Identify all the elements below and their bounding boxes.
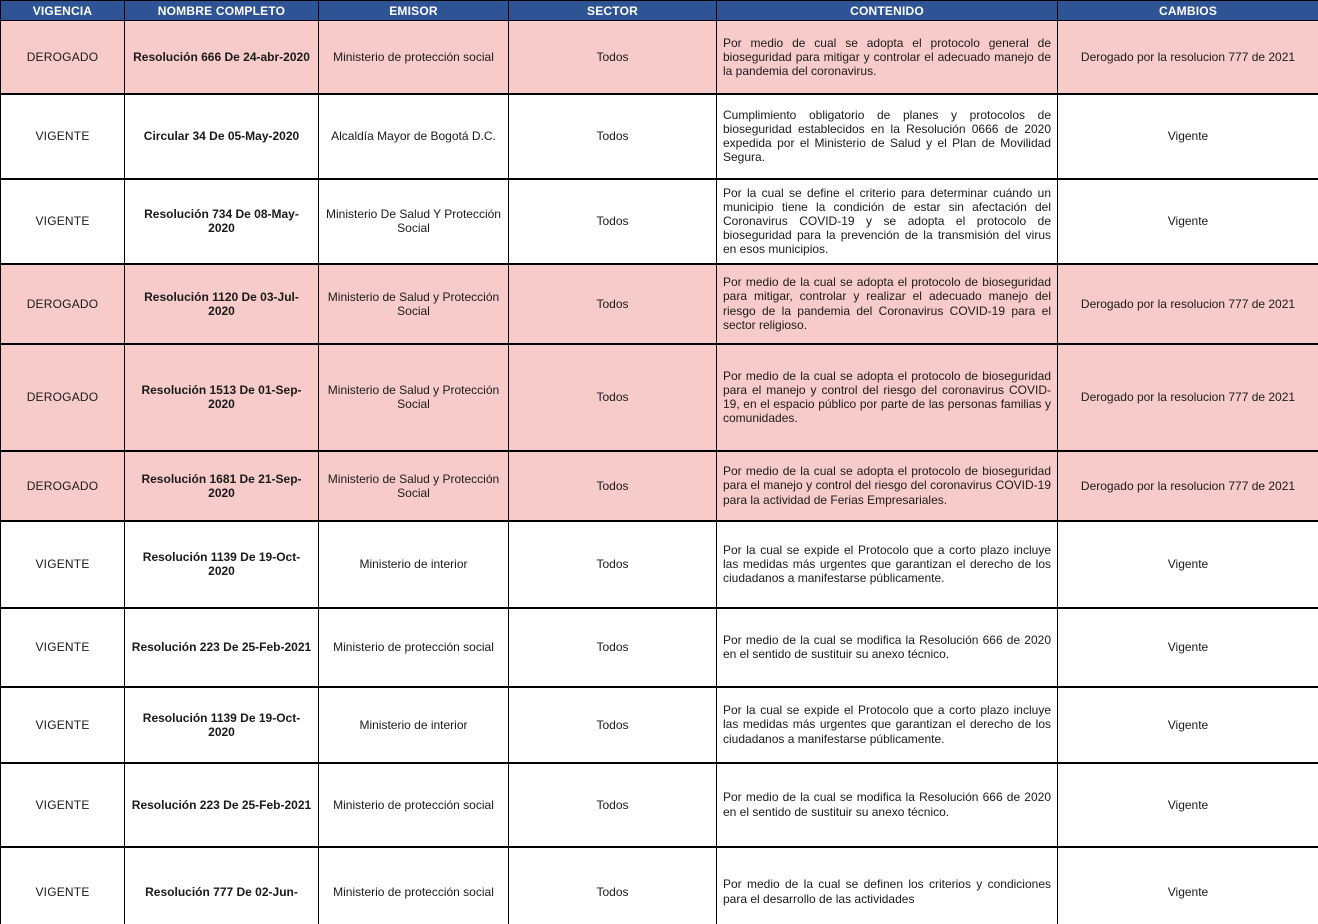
cell-emisor: Alcaldía Mayor de Bogotá D.C. bbox=[319, 94, 509, 179]
cell-vigencia: DEROGADO bbox=[1, 264, 125, 344]
cell-contenido: Por medio de cual se adopta el protocolo general de bioseguridad para mitigar y controlar el adecuado manejo de la pandemia del coronavirus. bbox=[717, 21, 1058, 94]
table-row bbox=[1, 21, 1318, 94]
table-row bbox=[1, 687, 1318, 763]
column-header-contenido: CONTENIDO bbox=[717, 1, 1058, 21]
cell-contenido: Por la cual se expide el Protocolo que a corto plazo incluye las medidas más urgentes que garantizan el derecho de los ciudadanos a manifestarse públicamente. bbox=[717, 687, 1058, 763]
cell-cambios: Vigente bbox=[1058, 763, 1318, 847]
cell-sector: Todos bbox=[509, 94, 717, 179]
cell-cambios: Derogado por la resolucion 777 de 2021 bbox=[1058, 264, 1318, 344]
cell-sector: Todos bbox=[509, 179, 717, 264]
cell-nombre-completo: Resolución 1139 De 19-Oct-2020 bbox=[125, 687, 319, 763]
cell-contenido: Por medio de la cual se adopta el protocolo de bioseguridad para el manejo y control del riesgo del coronavirus COVID-19, en el espacio público por parte de las personas familias y comunidades. bbox=[717, 344, 1058, 451]
cell-emisor: Ministerio de Salud y Protección Social bbox=[319, 451, 509, 521]
cell-nombre-completo: Circular 34 De 05-May-2020 bbox=[125, 94, 319, 179]
cell-emisor: Ministerio de protección social bbox=[319, 608, 509, 687]
cell-sector: Todos bbox=[509, 21, 717, 94]
cell-emisor: Ministerio de Salud y Protección Social bbox=[319, 344, 509, 451]
table-row bbox=[1, 94, 1318, 179]
cell-cambios: Derogado por la resolucion 777 de 2021 bbox=[1058, 344, 1318, 451]
cell-sector: Todos bbox=[509, 687, 717, 763]
cell-nombre-completo: Resolución 223 De 25-Feb-2021 bbox=[125, 763, 319, 847]
cell-sector: Todos bbox=[509, 451, 717, 521]
column-header-cambios: CAMBIOS bbox=[1058, 1, 1318, 21]
cell-vigencia: VIGENTE bbox=[1, 763, 125, 847]
table-row bbox=[1, 344, 1318, 451]
cell-emisor: Ministerio de interior bbox=[319, 521, 509, 608]
cell-vigencia: VIGENTE bbox=[1, 521, 125, 608]
cell-contenido: Cumplimiento obligatorio de planes y protocolos de bioseguridad establecidos en la Resolución 0666 de 2020 expedida por el Ministerio de Salud y el Plan de Movilidad Segura. bbox=[717, 94, 1058, 179]
table-row bbox=[1, 179, 1318, 264]
cell-sector: Todos bbox=[509, 847, 717, 924]
table-row bbox=[1, 763, 1318, 847]
cell-cambios: Vigente bbox=[1058, 687, 1318, 763]
cell-contenido: Por medio de la cual se modifica la Resolución 666 de 2020 en el sentido de sustituir su anexo técnico. bbox=[717, 608, 1058, 687]
table-row bbox=[1, 847, 1318, 924]
cell-nombre-completo: Resolución 1513 De 01-Sep-2020 bbox=[125, 344, 319, 451]
cell-sector: Todos bbox=[509, 608, 717, 687]
cell-nombre-completo: Resolución 1139 De 19-Oct-2020 bbox=[125, 521, 319, 608]
table-row bbox=[1, 264, 1318, 344]
table-header bbox=[1, 1, 1318, 21]
cell-contenido: Por la cual se expide el Protocolo que a corto plazo incluye las medidas más urgentes que garantizan el derecho de los ciudadanos a manifestarse públicamente. bbox=[717, 521, 1058, 608]
table-row bbox=[1, 608, 1318, 687]
cell-emisor: Ministerio de protección social bbox=[319, 847, 509, 924]
cell-cambios: Vigente bbox=[1058, 847, 1318, 924]
cell-cambios: Derogado por la resolucion 777 de 2021 bbox=[1058, 451, 1318, 521]
cell-sector: Todos bbox=[509, 264, 717, 344]
table-row bbox=[1, 451, 1318, 521]
table-body bbox=[1, 21, 1318, 924]
cell-vigencia: VIGENTE bbox=[1, 94, 125, 179]
cell-cambios: Vigente bbox=[1058, 521, 1318, 608]
cell-vigencia: VIGENTE bbox=[1, 179, 125, 264]
cell-contenido: Por medio de la cual se adopta el protocolo de bioseguridad para mitigar, controlar y realizar el adecuado manejo del riesgo de la pandemia del Coronavirus COVID-19 para el sector religioso. bbox=[717, 264, 1058, 344]
cell-vigencia: VIGENTE bbox=[1, 847, 125, 924]
table-row bbox=[1, 521, 1318, 608]
header-row bbox=[1, 1, 1318, 21]
cell-vigencia: DEROGADO bbox=[1, 344, 125, 451]
cell-cambios: Vigente bbox=[1058, 94, 1318, 179]
cell-emisor: Ministerio De Salud Y Protección Social bbox=[319, 179, 509, 264]
column-header-sector: SECTOR bbox=[509, 1, 717, 21]
cell-emisor: Ministerio de Salud y Protección Social bbox=[319, 264, 509, 344]
cell-sector: Todos bbox=[509, 344, 717, 451]
cell-contenido: Por medio de la cual se definen los criterios y condiciones para el desarrollo de las actividades bbox=[717, 847, 1058, 924]
cell-nombre-completo: Resolución 777 De 02-Jun- bbox=[125, 847, 319, 924]
cell-emisor: Ministerio de protección social bbox=[319, 763, 509, 847]
cell-nombre-completo: Resolución 1681 De 21-Sep-2020 bbox=[125, 451, 319, 521]
cell-sector: Todos bbox=[509, 521, 717, 608]
cell-cambios: Vigente bbox=[1058, 179, 1318, 264]
cell-contenido: Por medio de la cual se modifica la Resolución 666 de 2020 en el sentido de sustituir su anexo técnico. bbox=[717, 763, 1058, 847]
cell-nombre-completo: Resolución 223 De 25-Feb-2021 bbox=[125, 608, 319, 687]
column-header-vigencia: VIGENCIA bbox=[1, 1, 125, 21]
cell-vigencia: DEROGADO bbox=[1, 21, 125, 94]
cell-cambios: Vigente bbox=[1058, 608, 1318, 687]
cell-cambios: Derogado por la resolucion 777 de 2021 bbox=[1058, 21, 1318, 94]
cell-sector: Todos bbox=[509, 763, 717, 847]
cell-contenido: Por la cual se define el criterio para determinar cuándo un municipio tiene la condición de estar sin afectación del Coronavirus COVID-19 y se adopta el protocolo de bioseguridad para la prevención de la transmisión del virus en esos municipios. bbox=[717, 179, 1058, 264]
cell-emisor: Ministerio de interior bbox=[319, 687, 509, 763]
cell-vigencia: DEROGADO bbox=[1, 451, 125, 521]
cell-contenido: Por medio de la cual se adopta el protocolo de bioseguridad para el manejo y control del riesgo del coronavirus COVID-19 para la actividad de Ferias Empresariales. bbox=[717, 451, 1058, 521]
cell-nombre-completo: Resolución 666 De 24-abr-2020 bbox=[125, 21, 319, 94]
cell-emisor: Ministerio de protección social bbox=[319, 21, 509, 94]
cell-nombre-completo: Resolución 734 De 08-May-2020 bbox=[125, 179, 319, 264]
cell-vigencia: VIGENTE bbox=[1, 608, 125, 687]
column-header-emisor: EMISOR bbox=[319, 1, 509, 21]
column-header-nombre-completo: NOMBRE COMPLETO bbox=[125, 1, 319, 21]
cell-vigencia: VIGENTE bbox=[1, 687, 125, 763]
cell-nombre-completo: Resolución 1120 De 03-Jul-2020 bbox=[125, 264, 319, 344]
